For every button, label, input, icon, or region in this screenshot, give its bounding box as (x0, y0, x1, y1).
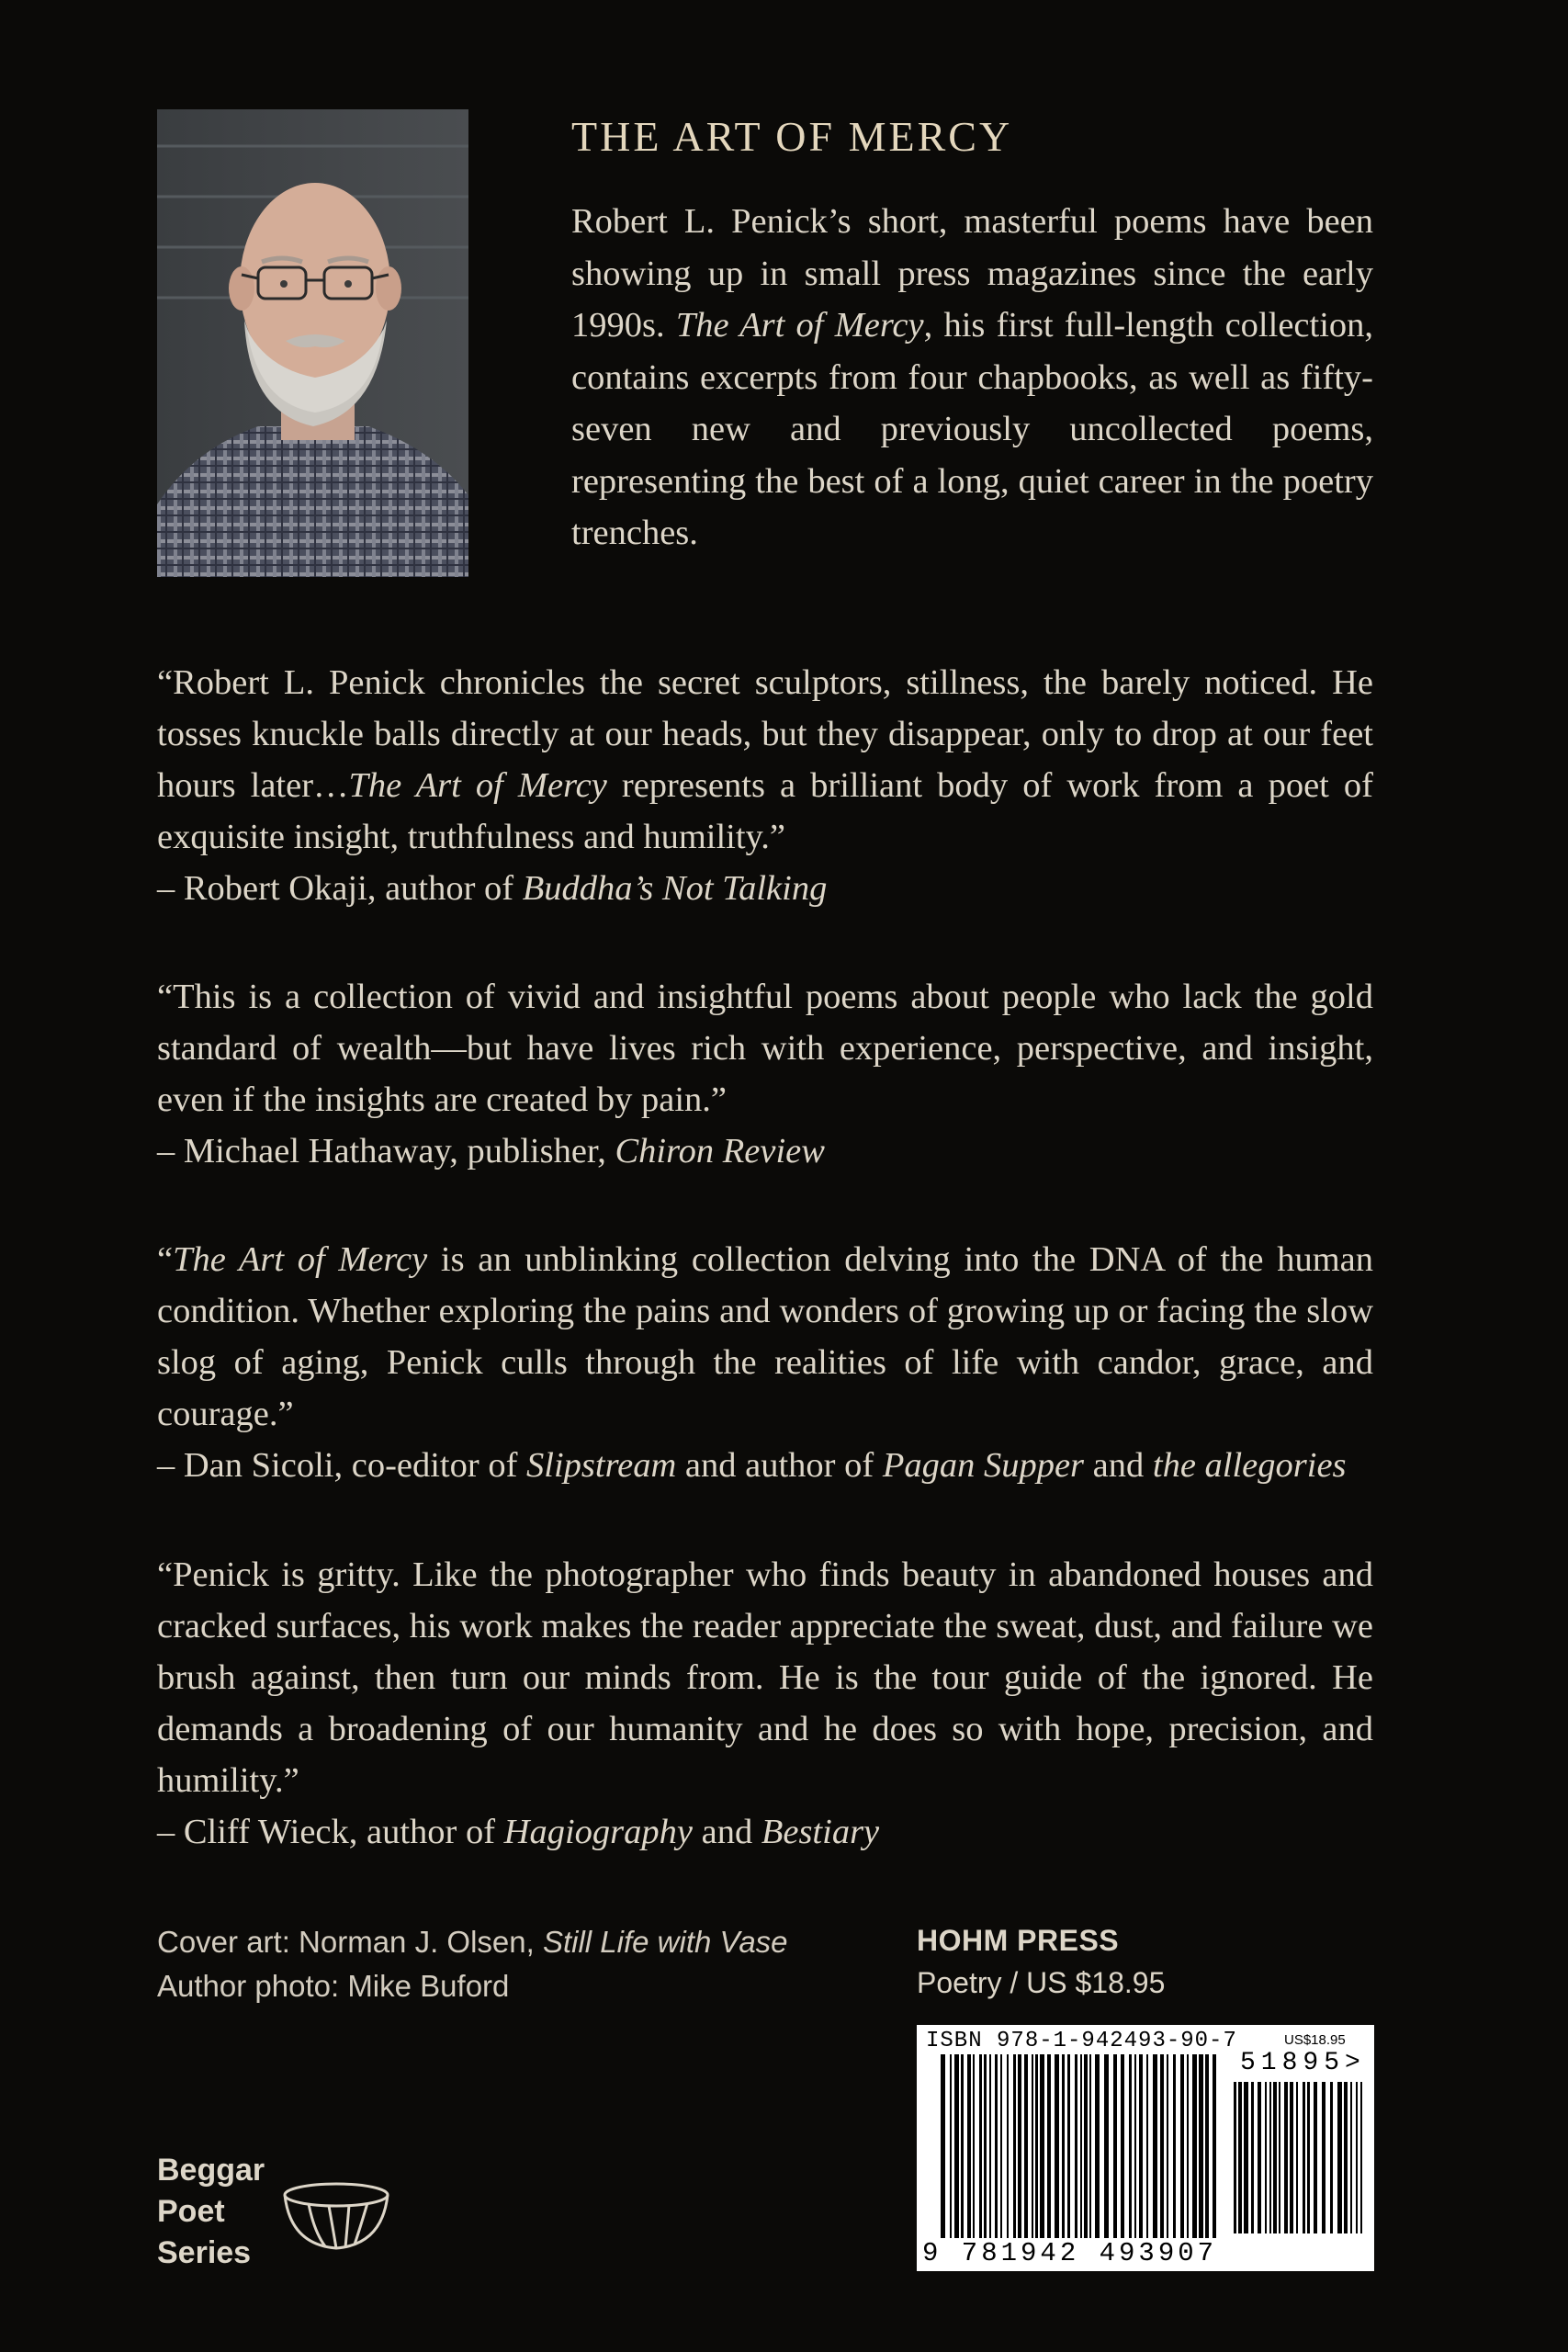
barcode-bar (1113, 2054, 1117, 2238)
barcode-bar (1290, 2082, 1293, 2233)
barcode-bar (1047, 2054, 1051, 2238)
series-line-2: Poet (157, 2194, 225, 2229)
quote-text-part: “ (157, 1240, 174, 1279)
barcode-bar (1307, 2082, 1310, 2233)
book-description (571, 196, 1373, 560)
barcode-bar (1344, 2082, 1348, 2233)
barcode-bar (1303, 2082, 1305, 2233)
attribution-text: – Dan Sicoli, co-editor of (157, 1446, 527, 1485)
barcode-bar (973, 2054, 975, 2238)
barcode-bar (1095, 2054, 1100, 2238)
barcode-bar (1180, 2054, 1184, 2238)
barcode-bar (1139, 2054, 1143, 2238)
attribution-title: Hagiography (503, 1813, 693, 1851)
publisher-info (917, 1919, 1165, 2004)
barcode-bar (1075, 2054, 1077, 2238)
barcode-bar (1314, 2082, 1317, 2233)
quote-book-title: The Art of Mercy (173, 1240, 428, 1279)
barcode-bar (1205, 2054, 1209, 2238)
book-title: THE ART OF MERCY (571, 113, 1013, 160)
barcode-bar (1089, 2054, 1091, 2238)
barcode-bar (1000, 2054, 1002, 2238)
quote-text-part: “This is a collection of vivid and insightful poems about people who lack the gold standard of wealth—but have lives rich with experience, perspective, and insight, even if the insights are created by pain.” (157, 978, 1373, 1119)
barcode-bar (1251, 2082, 1254, 2233)
barcode-bar (1337, 2082, 1342, 2233)
cover-art-credit (157, 1920, 788, 1964)
barcode-price-tag: US$18.95 (1284, 2032, 1346, 2048)
attribution-text: and (693, 1813, 761, 1851)
barcode-bar (1350, 2082, 1352, 2233)
isbn-barcode (917, 2025, 1374, 2271)
quote-attribution (157, 1125, 1373, 1177)
review-quote-2 (157, 971, 1373, 1177)
attribution-title: Slipstream (526, 1446, 677, 1485)
barcode-bar (1084, 2054, 1088, 2238)
barcode-bar (1146, 2054, 1148, 2238)
barcode-bar (1234, 2082, 1236, 2233)
review-quote-1 (157, 657, 1373, 914)
category-price: Poetry / US $18.95 (917, 1966, 1166, 1999)
barcode-bar (1279, 2082, 1280, 2233)
blurb-text-2: , his first full-length collection, contains excerpts from four chapbooks, as well as fifty-seven new and previously uncollected poems, representing the best of a long, quiet career in the poetry trenches. (571, 306, 1374, 552)
quote-text (157, 1234, 1373, 1440)
barcode-bar (1160, 2054, 1164, 2238)
review-quote-4 (157, 1549, 1373, 1858)
barcode-bar (1192, 2054, 1197, 2238)
attribution-title: Chiron Review (615, 1132, 825, 1170)
series-line-1: Beggar (157, 2153, 265, 2188)
barcode-bar (1013, 2054, 1016, 2238)
attribution-text: – Cliff Wieck, author of (157, 1813, 504, 1851)
barcode-bar (941, 2054, 945, 2238)
publisher-name: HOHM PRESS (917, 1924, 1120, 1957)
bowl-icon (281, 2180, 391, 2254)
barcode-bar (1356, 2082, 1358, 2233)
barcode-bar (1187, 2054, 1189, 2238)
barcode-bar (954, 2054, 959, 2238)
barcode-bar (1018, 2054, 1021, 2238)
quote-text-part: represents a brilliant body of work from a poet of exquisite insight, truthfulness and humility.” (157, 766, 1373, 856)
barcode-bar (1213, 2054, 1216, 2238)
barcode-bar (1284, 2082, 1288, 2233)
barcode-bar (1007, 2054, 1009, 2238)
quote-attribution (157, 1440, 1373, 1491)
author-photo (157, 109, 468, 577)
quote-text-part: “Penick is gritty. Like the photographer who finds beauty in abandoned houses and cracked surfaces, his work makes the reader appreciate the sweat, dust, and failure we brush against, then turn our minds from. He is the tour guide of the ignored. He demands a broadening of our humanity and he does so with hope, precision, and humility.” (157, 1555, 1373, 1800)
review-quote-3 (157, 1234, 1373, 1491)
credits (157, 1920, 788, 2008)
quote-book-title: The Art of Mercy (348, 766, 607, 805)
barcode-bar (1080, 2054, 1082, 2238)
quote-text (157, 657, 1373, 863)
barcode-bar (984, 2054, 987, 2238)
barcode-bar (1238, 2082, 1242, 2233)
barcode-bar (1273, 2082, 1277, 2233)
barcode-bar (995, 2054, 998, 2238)
barcode-bar (1265, 2082, 1267, 2233)
barcode-bar (1258, 2082, 1261, 2233)
barcode-bar (1055, 2054, 1059, 2238)
barcode-bar (989, 2054, 991, 2238)
barcode-bar (1134, 2054, 1136, 2238)
quote-attribution (157, 863, 1373, 914)
barcode-bars (941, 2054, 1216, 2238)
blurb-text-1: Robert L. Penick’s short, masterful poems have been showing up in small press magazines since the early 1990s. (571, 202, 1373, 345)
barcode-bar (950, 2054, 952, 2238)
quote-attribution (157, 1806, 1373, 1858)
attribution-title: Bestiary (761, 1813, 880, 1851)
blurb-book-title: The Art of Mercy (675, 306, 924, 345)
attribution-text: – Michael Hathaway, publisher, (157, 1132, 615, 1170)
series-name (157, 2150, 265, 2274)
barcode-bar (1153, 2054, 1157, 2238)
barcode-bar (979, 2054, 982, 2238)
attribution-title: Buddha’s Not Talking (522, 869, 828, 908)
barcode-bar (1360, 2082, 1362, 2233)
barcode-bar (1269, 2082, 1271, 2233)
barcode-digits: 9 781942 493907 (922, 2238, 1218, 2268)
barcode-bar (1067, 2054, 1070, 2238)
barcode-bar (1296, 2082, 1298, 2233)
attribution-text: and (1084, 1446, 1153, 1485)
barcode-bar (961, 2054, 964, 2238)
attribution-text: and author of (676, 1446, 883, 1485)
attribution-title: the allegories (1152, 1446, 1347, 1485)
quote-text-part: is an unblinking collection delving into the DNA of the human condition. Whether exploring the pains and wonders of growing up or facing the slow slog of aging, Penick culls through the realities of life with candor, grace, and courage.” (157, 1240, 1373, 1433)
isbn-label: ISBN 978-1-942493-90-7 (926, 2029, 1237, 2053)
attribution-title: Pagan Supper (882, 1446, 1085, 1485)
barcode-bar (1062, 2054, 1065, 2238)
barcode-bar (1167, 2054, 1168, 2238)
barcode-addon-digits: 51895> (1240, 2049, 1366, 2077)
barcode-bar (1040, 2054, 1044, 2238)
barcode-bar (1024, 2054, 1028, 2238)
barcode-bar (1199, 2054, 1203, 2238)
quote-text-part: “Robert L. Penick chronicles the secret sculptors, stillness, the barely noticed. He tosses knuckle balls directly at our heads, but they disappear, only to drop at our feet hours later… (157, 663, 1373, 805)
barcode-bar (1121, 2054, 1124, 2238)
series-line-3: Series (157, 2235, 252, 2270)
barcode-bar (1129, 2054, 1132, 2238)
barcode-bar (1330, 2082, 1333, 2233)
quote-text (157, 971, 1373, 1125)
author-photo-credit: Author photo: Mike Buford (157, 1969, 510, 2003)
barcode-bar (1035, 2054, 1038, 2238)
barcode-bar (1032, 2054, 1033, 2238)
cover-art-title: Still Life with Vase (542, 1925, 788, 1959)
barcode-bar (967, 2054, 971, 2238)
quote-text (157, 1549, 1373, 1806)
barcode-bar (1322, 2082, 1325, 2233)
cover-art-label: Cover art: Norman J. Olsen, (157, 1925, 543, 1959)
barcode-bar (1173, 2054, 1176, 2238)
barcode-bar (1244, 2082, 1248, 2233)
barcode-addon-bars (1234, 2082, 1362, 2233)
attribution-text: – Robert Okaji, author of (157, 869, 523, 908)
barcode-bar (1104, 2054, 1109, 2238)
